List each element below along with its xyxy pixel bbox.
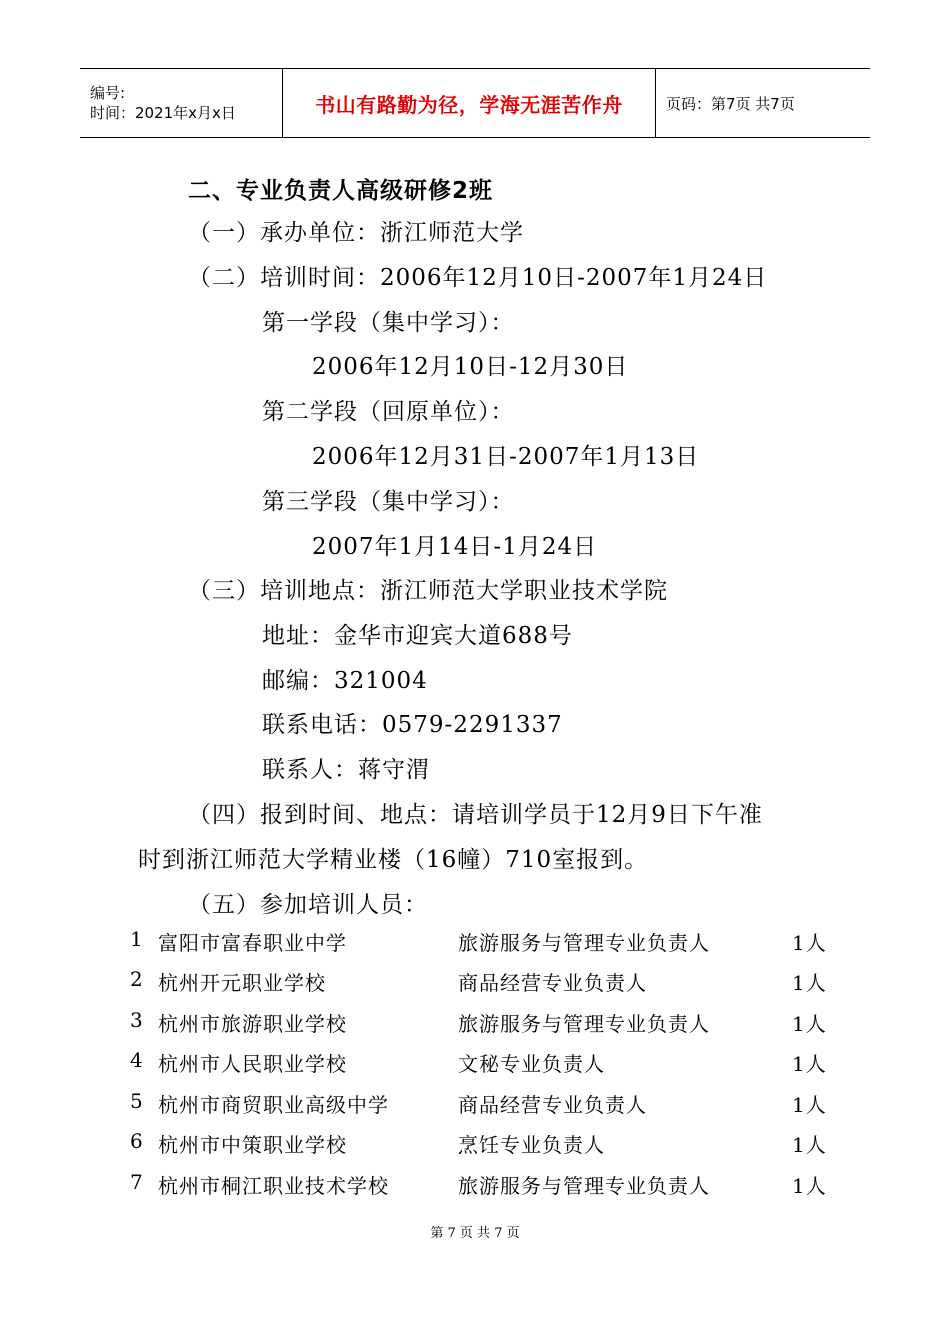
address-line: 地址：金华市迎宾大道688号 (262, 623, 573, 649)
participants-heading: （五）参加培训人员： (188, 892, 428, 918)
participant-position: 文秘专业负责人 (458, 1052, 605, 1076)
phone-line: 联系电话：0579-2291337 (262, 712, 563, 738)
participant-position: 旅游服务与管理专业负责人 (458, 1174, 710, 1198)
participant-index: 5 (130, 1089, 144, 1113)
participant-row (130, 1170, 840, 1200)
participant-school: 杭州市人民职业学校 (158, 1052, 347, 1076)
participant-position: 旅游服务与管理专业负责人 (458, 931, 710, 955)
training-time-line: （二）培训时间：2006年12月10日-2007年1月24日 (188, 265, 768, 291)
participant-index: 7 (130, 1170, 144, 1194)
participant-school: 杭州市商贸职业高级中学 (158, 1093, 389, 1117)
phase-three-dates: 2007年1月14日-1月24日 (312, 534, 598, 560)
participant-school: 杭州开元职业学校 (158, 971, 326, 995)
participant-count: 1人 (792, 1012, 827, 1036)
participant-count: 1人 (792, 1093, 827, 1117)
participant-position: 烹饪专业负责人 (458, 1133, 605, 1157)
section-heading: 二、专业负责人高级研修2班 (188, 178, 494, 204)
participant-count: 1人 (792, 931, 827, 955)
postcode-line: 邮编：321004 (262, 668, 428, 694)
motto: 书山有路勤为径，学海无涯苦作舟 (315, 92, 623, 117)
participant-school: 杭州市中策职业学校 (158, 1133, 347, 1157)
participant-school: 杭州市旅游职业学校 (158, 1012, 347, 1036)
header-motto-cell (282, 69, 656, 137)
phase-one-label: 第一学段（集中学习）： (262, 310, 515, 336)
header-page-cell (656, 69, 870, 137)
page-header (80, 68, 870, 138)
participant-row (130, 967, 840, 997)
participant-count: 1人 (792, 1133, 827, 1157)
registration-line-cont: 时到浙江师范大学精业楼（16幢）710室报到。 (138, 847, 649, 873)
page-footer: 第 7 页 共 7 页 (430, 1226, 520, 1241)
header-meta (80, 69, 282, 137)
participant-row (130, 1129, 840, 1159)
participant-index: 1 (130, 927, 144, 951)
phase-three-label: 第三学段（集中学习）： (262, 489, 515, 515)
contact-line: 联系人：蒋守渭 (262, 757, 430, 783)
participant-school: 杭州市桐江职业技术学校 (158, 1174, 389, 1198)
participant-count: 1人 (792, 1052, 827, 1076)
document-time: 时间：2021年x月x日 (90, 104, 236, 122)
registration-line: （四）报到时间、地点：请培训学员于12月9日下午准 (188, 802, 763, 828)
host-unit-line: （一）承办单位：浙江师范大学 (188, 220, 524, 246)
participant-index: 2 (130, 967, 144, 991)
participant-index: 3 (130, 1008, 144, 1032)
participant-row (130, 927, 840, 957)
participant-position: 商品经营专业负责人 (458, 1093, 647, 1117)
phase-one-dates: 2006年12月10日-12月30日 (312, 354, 629, 380)
participant-index: 6 (130, 1129, 144, 1153)
participant-position: 旅游服务与管理专业负责人 (458, 1012, 710, 1036)
participant-index: 4 (130, 1048, 144, 1072)
participant-position: 商品经营专业负责人 (458, 971, 647, 995)
phase-two-label: 第二学段（回原单位）： (262, 399, 515, 425)
document-number: 编号: (90, 84, 126, 102)
participant-count: 1人 (792, 971, 827, 995)
training-location-line: （三）培训地点：浙江师范大学职业技术学院 (188, 578, 668, 604)
header-page-number: 页码：第7页 共7页 (666, 94, 795, 113)
participant-row (130, 1048, 840, 1078)
phase-two-dates: 2006年12月31日-2007年1月13日 (312, 444, 700, 470)
participant-row (130, 1089, 840, 1119)
participant-school: 富阳市富春职业中学 (158, 931, 347, 955)
participant-count: 1人 (792, 1174, 827, 1198)
participant-row (130, 1008, 840, 1038)
